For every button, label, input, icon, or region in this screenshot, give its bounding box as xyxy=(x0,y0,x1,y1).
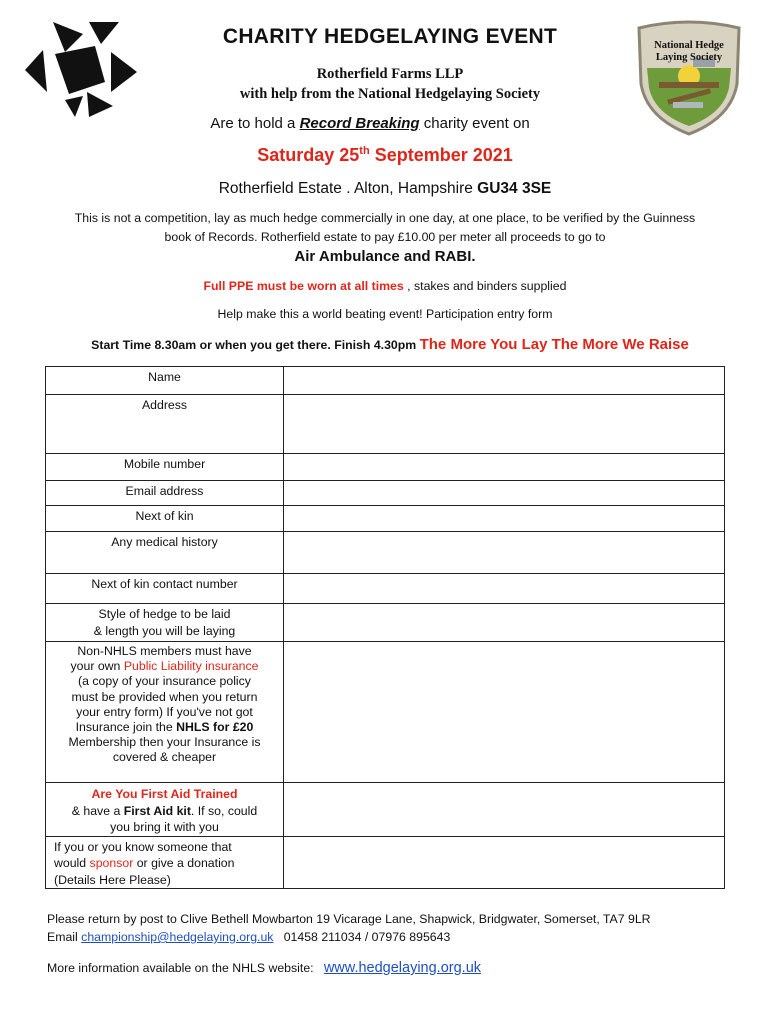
date-suffix-sup: th xyxy=(359,145,370,157)
next-of-kin-field[interactable] xyxy=(284,506,725,532)
organiser-line-1: Rotherfield Farms LLP xyxy=(316,66,464,82)
address-label: Address xyxy=(46,395,284,454)
hedge-style-field[interactable] xyxy=(284,604,725,642)
first-aid-kit-text: First Aid kit xyxy=(123,803,191,818)
sponsor-text-end: or give a donation xyxy=(133,856,235,870)
mobile-label: Mobile number xyxy=(46,454,284,481)
insurance-line-3: (a copy of your insurance policy xyxy=(78,674,251,689)
sponsor-word: sponsor xyxy=(89,856,134,870)
description-line-1: This is not a competition, lay as much hedge commercially in one day, at one place, to be verified by the Guinness xyxy=(74,211,696,225)
event-date xyxy=(180,145,590,166)
description-line-2: book of Records. Rotherfield estate to pay £10.00 per meter all proceeds to go to xyxy=(164,230,606,244)
sponsor-label xyxy=(46,836,284,889)
insurance-line-7: Membership then your Insurance is xyxy=(68,735,261,750)
sponsor-line-1: If you or you know someone that xyxy=(54,839,232,854)
return-address: Please return by post to Clive Bethell Mowbarton 19 Vicarage Lane, Shapwick, Bridgwater, Somerset, TA7 9LR xyxy=(47,912,651,926)
postcode: GU34 3SE xyxy=(477,180,552,197)
sponsor-field[interactable] xyxy=(284,836,725,889)
shield-icon xyxy=(633,18,745,136)
first-aid-line-2 xyxy=(46,803,283,820)
event-location xyxy=(150,180,620,198)
public-liability-text: Public Liability insurance xyxy=(123,659,259,674)
form-row-kin-contact xyxy=(46,574,725,604)
insurance-line-2 xyxy=(46,659,283,674)
hedge-style-line-1: Style of hedge to be laid xyxy=(98,607,231,621)
sponsor-text: would xyxy=(54,856,90,870)
intro-text: Are to hold a xyxy=(210,115,300,132)
email-label: Email address xyxy=(46,481,284,506)
form-row-name xyxy=(46,367,725,395)
ppe-warning: Full PPE must be worn at all times xyxy=(203,279,404,293)
times-text: Start Time 8.30am or when you get there. Finish 4.30pm xyxy=(91,338,420,352)
first-aid-text-end: . If so, could xyxy=(190,803,258,818)
form-row-mobile xyxy=(46,454,725,481)
beneficiaries: Air Ambulance and RABI. xyxy=(294,248,476,265)
first-aid-label xyxy=(46,783,284,837)
email-label-text: Email xyxy=(47,930,82,944)
email-field[interactable] xyxy=(284,481,725,506)
help-line: Help make this a world beating event! Participation entry form xyxy=(217,307,553,321)
insurance-field[interactable] xyxy=(284,642,725,783)
insurance-text: your own xyxy=(70,659,124,674)
address-field[interactable] xyxy=(284,395,725,454)
date-prefix: Saturday 25 xyxy=(257,145,360,165)
form-row-next-of-kin xyxy=(46,506,725,532)
form-row-medical xyxy=(46,532,725,574)
website-link[interactable]: www.hedgelaying.org.uk xyxy=(323,960,482,976)
form-row-address xyxy=(46,395,725,454)
first-aid-line-3: you bring it with you xyxy=(110,820,219,834)
insurance-line-4: must be provided when you return xyxy=(71,689,258,704)
more-info-text: More information available on the NHLS website: xyxy=(47,961,324,975)
times-line xyxy=(40,336,740,354)
form-row-email xyxy=(46,481,725,506)
insurance-line-5: your entry form) If you've not got xyxy=(76,704,253,719)
more-info-line xyxy=(47,960,747,976)
entry-form xyxy=(45,366,725,889)
insurance-line-8: covered & cheaper xyxy=(112,750,217,765)
mobile-field[interactable] xyxy=(284,454,725,481)
phone-numbers: 01458 211034 / 07976 895643 xyxy=(273,930,451,944)
medical-label: Any medical history xyxy=(46,532,284,574)
nhls-price-text: NHLS for £20 xyxy=(176,720,254,735)
name-field[interactable] xyxy=(284,367,725,395)
sponsor-line-3: (Details Here Please) xyxy=(54,872,171,887)
slogan: The More You Lay The More We Raise xyxy=(419,336,689,353)
insurance-join-text: Insurance join the xyxy=(75,720,177,735)
event-title: CHARITY HEDGELAYING EVENT xyxy=(222,25,558,48)
kin-contact-label: Next of kin contact number xyxy=(46,574,284,604)
hedge-style-label xyxy=(46,604,284,642)
contact-line xyxy=(47,930,747,944)
email-link[interactable]: championship@hedgelaying.org.uk xyxy=(81,930,274,944)
record-breaking-text: Record Breaking xyxy=(299,115,420,132)
badge-text-2: Laying Society xyxy=(655,52,723,63)
intro-line xyxy=(150,115,590,132)
intro-text-end: charity event on xyxy=(419,115,530,132)
event-logo xyxy=(25,22,140,117)
form-row-sponsor xyxy=(46,836,725,889)
location-text: Rotherfield Estate . Alton, Hampshire xyxy=(218,180,478,197)
name-label: Name xyxy=(46,367,284,395)
ppe-rest: , stakes and binders supplied xyxy=(403,279,567,293)
first-aid-line-1: Are You First Aid Trained xyxy=(91,787,238,801)
form-row-first-aid xyxy=(46,783,725,837)
insurance-label xyxy=(46,642,284,783)
hedge-style-line-2: & length you will be laying xyxy=(93,623,236,638)
ppe-line xyxy=(0,279,770,293)
date-suffix: September 2021 xyxy=(369,145,513,165)
badge-text-1: National Hedge xyxy=(654,40,724,51)
next-of-kin-label: Next of kin xyxy=(46,506,284,532)
insurance-line-1: Non-NHLS members must have xyxy=(77,644,252,658)
kin-contact-field[interactable] xyxy=(284,574,725,604)
first-aid-text: & have a xyxy=(71,803,124,818)
first-aid-field[interactable] xyxy=(284,783,725,837)
nhls-badge xyxy=(633,18,745,136)
form-row-hedge-style xyxy=(46,604,725,642)
organiser-line-2: with help from the National Hedgelaying Society xyxy=(239,86,541,102)
medical-field[interactable] xyxy=(284,532,725,574)
form-row-insurance xyxy=(46,642,725,783)
insurance-line-6 xyxy=(46,720,283,735)
sponsor-line-2 xyxy=(54,855,283,872)
